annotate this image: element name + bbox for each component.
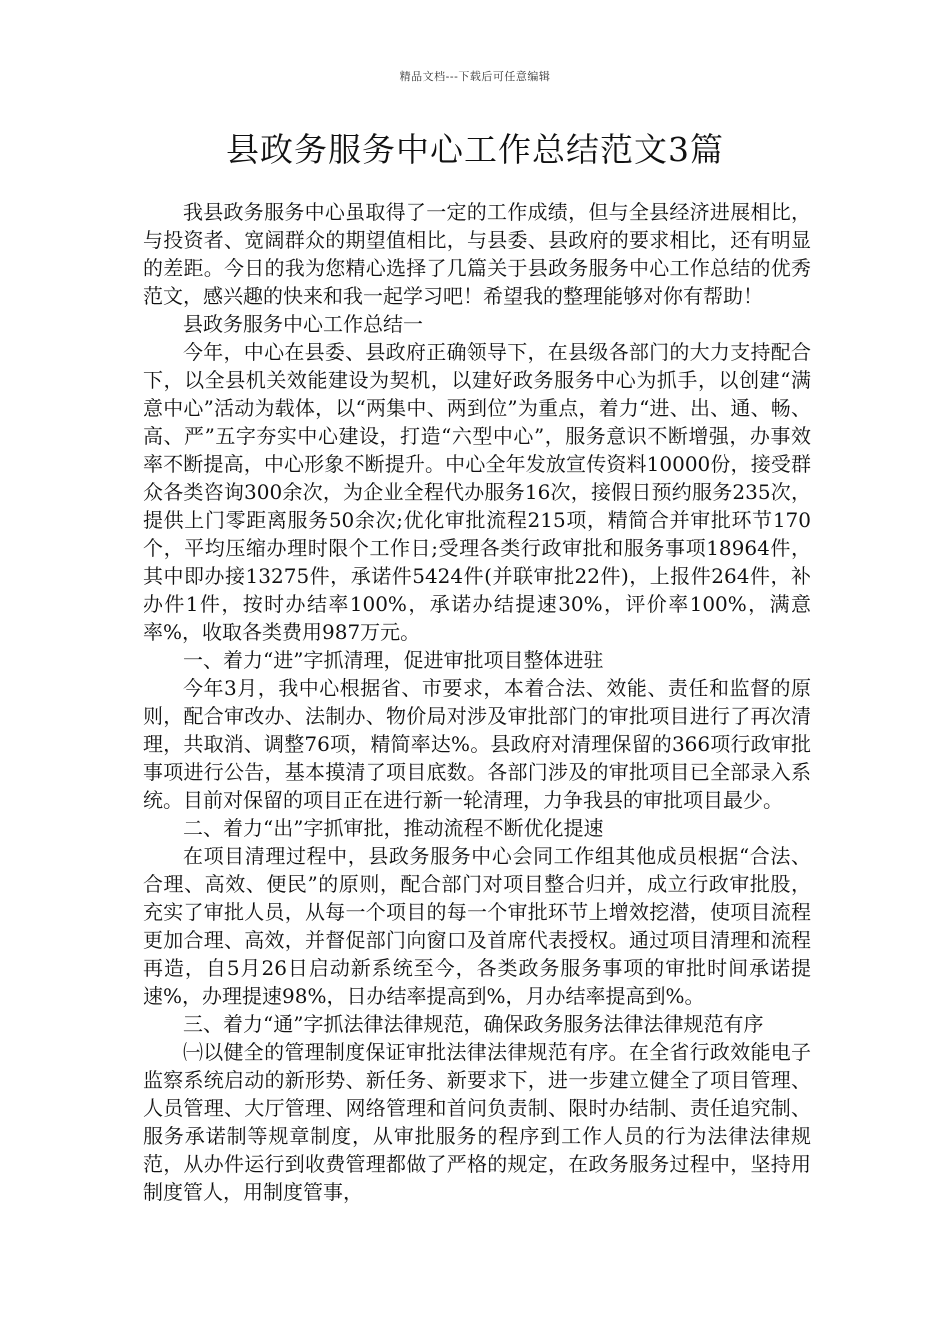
page-title: 县政务服务中心工作总结范文3篇: [226, 130, 724, 169]
section-heading-3: 三、着力“通”字抓法律法律规范，确保政务服务法律法律规范有序: [183, 1012, 764, 1036]
section-heading-1: 一、着力“进”字抓清理，促进审批项目整体进驻: [183, 648, 604, 672]
paragraph-overview: 今年，中心在县委、县政府正确领导下，在县级各部门的大力支持配合下，以全县机关效能建设为契机，以建好政务服务中心为抓手，以创建“满意中心”活动为载体，以“两集中、两到位”为重点，着力“进、出、通、畅、高、严”五字夯实中心建设，打造“六型中心”，服务意识不断增强，办事效率不断提高，中心形象不断提升。中心全年发放宣传资料10000份，接受群众各类咨询300余次，为企业全程代办服务16次，接假日预约服务235次，提供上门零距离服务50余次;优化审批流程215项，精简合并审批环节170个，平均压缩办理时限个工作日;受理各类行政审批和服务事项18964件，其中即办接13275件，承诺件5424件(并联审批22件)，上报件264件，补办件1件，按时办结率100%，承诺办结提速30%，评价率100%，满意率%，收取各类费用987万元。: [143, 340, 811, 644]
paragraph-section-3: ㈠以健全的管理制度保证审批法律法律规范有序。在全省行政效能电子监察系统启动的新形势、新任务、新要求下，进一步建立健全了项目管理、人员管理、大厅管理、网络管理和首问负责制、限时办结制、责任追究制、服务承诺制等规章制度，从审批服务的程序到工作人员的行为法律法律规范，从办件运行到收费管理都做了严格的规定，在政务服务过程中，坚持用制度管人，用制度管事，: [143, 1040, 811, 1204]
paragraph-intro: 我县政务服务中心虽取得了一定的工作成绩，但与全县经济进展相比，与投资者、宽阔群众的期望值相比，与县委、县政府的要求相比，还有明显的差距。今日的我为您精心选择了几篇关于县政务服务中心工作总结的优秀范文，感兴趣的快来和我一起学习吧！希望我的整理能够对你有帮助！: [143, 200, 811, 308]
document-body: [143, 198, 811, 1206]
section-heading-2: 二、着力“出”字抓审批，推动流程不断优化提速: [183, 816, 604, 840]
paragraph-section-1: 今年3月，我中心根据省、市要求，本着合法、效能、责任和监督的原则，配合审改办、法制办、物价局对涉及审批部门的审批项目进行了再次清理，共取消、调整76项，精简率达%。县政府对清理保留的366项行政审批事项进行公告，基本摸清了项目底数。各部门涉及的审批项目已全部录入系统。目前对保留的项目正在进行新一轮清理，力争我县的审批项目最少。: [143, 676, 811, 812]
section-heading-summary-1: 县政务服务中心工作总结一: [183, 312, 423, 336]
header-note: 精品文档---下载后可任意编辑: [399, 70, 551, 83]
paragraph-section-2: 在项目清理过程中，县政务服务中心会同工作组其他成员根据“合法、合理、高效、便民”的原则，配合部门对项目整合归并，成立行政审批股，充实了审批人员，从每一个项目的每一个审批环节上增效挖潜，使项目流程更加合理、高效，并督促部门向窗口及首席代表授权。通过项目清理和流程再造，自5月26日启动新系统至今，各类政务服务事项的审批时间承诺提速%，办理提速98%，日办结率提高到%，月办结率提高到%。: [143, 844, 811, 1008]
